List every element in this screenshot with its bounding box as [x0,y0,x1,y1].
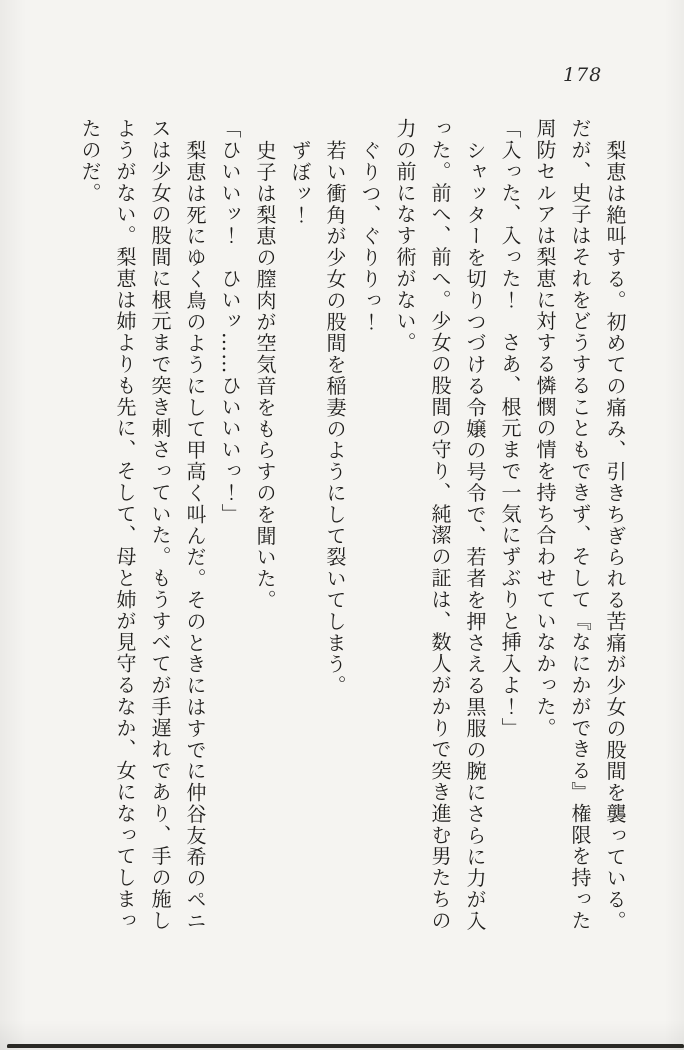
paragraph: 若い衝角が少女の股間を稲妻のようにして裂いてしまう。 [323,139,347,696]
paragraph: 「入った、入った！ さあ、根元まで一気にずぶりと挿入よ！」 [498,118,522,739]
paragraph: シャッターを切りつづける令嬢の号令で、若者を押さえる黒服の腕にさらに力が入った。前へ、前へ。少女の股間の守り、純潔の証は、数人がかりで突き進む男たちの力の前になす術がない。 [393,118,487,932]
paragraph: ぐりつ、ぐりりっ！ [358,139,382,333]
body-text [72,118,632,934]
scan-edge-artifact [7,1044,684,1048]
page-number: 178 [563,64,603,86]
paragraph: 史子は梨恵の膣肉が空気音をもらすのを聞いた。 [253,139,277,611]
paragraph: ずぼッ！ [288,139,312,226]
paragraph: 梨恵は死にゆく鳥のようにして甲高く叫んだ。そのときにはすでに仲谷友希のペニスは少女の股間に根元まで突き刺さっていた。もうすべてが手遅れであり、手の施しようがない。梨恵は姉よりも先に、そして、母と姉が見守るなか、女になってしまったのだ。 [78,118,207,932]
paragraph: 「ひいいッ！ ひいッ……ひいいいっ！」 [218,118,242,525]
paragraph: 梨恵は絶叫する。初めての痛み、引きちぎられる苦痛が少女の股間を襲っている。だが、史子はそれをどうすることもできず、そして『なにかができる』権限を持った周防セルアは梨恵に対する憐憫の情を持ち合わせていなかった。 [533,118,627,932]
